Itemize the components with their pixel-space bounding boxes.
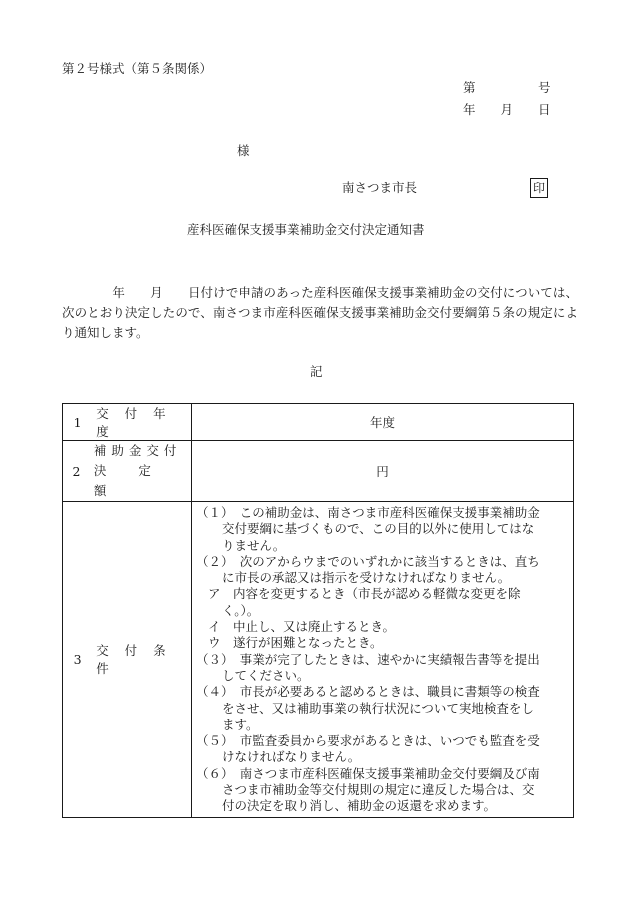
row-value: 年度 <box>192 404 574 441</box>
condition-item <box>196 684 563 733</box>
condition-line: （２） 次のアからウまでのいずれかに該当するときは、直ち <box>196 553 540 569</box>
row-label-line1: 補助金交付 <box>93 443 182 458</box>
row-value: 円 <box>192 441 574 502</box>
condition-line: く。）。 <box>222 602 260 618</box>
condition-item <box>196 586 563 619</box>
document-title: 産科医確保支援事業補助金交付決定通知書 <box>187 222 425 237</box>
condition-line: ます。 <box>222 716 259 732</box>
condition-line: （４） 市長が必要あると認めるときは、職員に書類等の検査 <box>196 684 540 700</box>
condition-item <box>196 635 563 651</box>
condition-line: してください。 <box>222 667 310 683</box>
condition-line: りません。 <box>222 537 286 553</box>
condition-item <box>196 733 563 766</box>
row-label-cell <box>63 502 192 818</box>
seal-stamp: 印 <box>530 178 548 198</box>
recipient-suffix: 様 <box>237 143 250 158</box>
sender-name: 南さつま市長 <box>342 180 418 195</box>
condition-line: に市長の承認又は指示を受けなければなりません。 <box>222 570 511 586</box>
condition-line: （１） この補助金は、南さつま市産科医確保支援事業補助金 <box>196 505 540 520</box>
condition-line: をさせ、又は補助事業の執行状況について実地検査をし <box>222 700 534 716</box>
ki-heading: 記 <box>310 364 323 379</box>
date-line: 年 月 日 <box>463 102 551 117</box>
condition-line: ウ 遂行が困難となったとき。 <box>208 635 383 651</box>
condition-line: 交付要綱に基づくもので、この目的以外に使用してはな <box>222 521 535 537</box>
table-row <box>63 502 574 818</box>
table-row <box>63 441 574 502</box>
row-label: 交 付 条 件 <box>96 643 172 677</box>
condition-item <box>196 619 563 635</box>
row-number: 1 <box>73 414 82 430</box>
condition-line: （６） 南さつま市産科医確保支援事業補助金交付要綱及び南 <box>196 765 540 781</box>
condition-item <box>196 652 563 685</box>
body-paragraph: 年 月 日付けで申請のあった産科医確保支援事業補助金の交付については、次のとおり決定したので、南さつま市産科医確保支援事業補助金交付要綱第５条の規定により通知します。 <box>62 285 578 340</box>
row-number: 3 <box>73 651 82 667</box>
row-label-line2: 決 定 額 <box>93 463 165 498</box>
condition-item <box>196 505 563 554</box>
table-row <box>63 404 574 441</box>
condition-line: 付の決定を取り消し、補助金の返還を求めます。 <box>222 798 497 814</box>
row-label-cell <box>63 404 192 441</box>
condition-item <box>196 554 563 587</box>
row-label: 交 付 年 度 <box>96 406 172 439</box>
condition-line: （３） 事業が完了したときは、速やかに実績報告書等を提出 <box>196 651 540 667</box>
condition-line: さつま市補助金等交付規則の規定に違反した場合は、交 <box>222 782 535 798</box>
document-number-line: 第 号 <box>463 80 551 95</box>
condition-line: けなければなりません。 <box>222 749 361 765</box>
condition-line: イ 中止し、又は廃止するとき。 <box>208 619 396 635</box>
condition-item <box>196 766 563 815</box>
condition-line: （５） 市監査委員から要求があるときは、いつでも監査を受 <box>196 733 540 749</box>
terms-table <box>62 403 574 818</box>
condition-line: ア 内容を変更するとき（市長が認める軽微な変更を除 <box>208 586 521 602</box>
row-number: 2 <box>72 463 81 479</box>
row-label-cell <box>63 441 192 502</box>
conditions-cell <box>192 502 574 818</box>
form-label: 第２号様式（第５条関係） <box>62 61 213 76</box>
